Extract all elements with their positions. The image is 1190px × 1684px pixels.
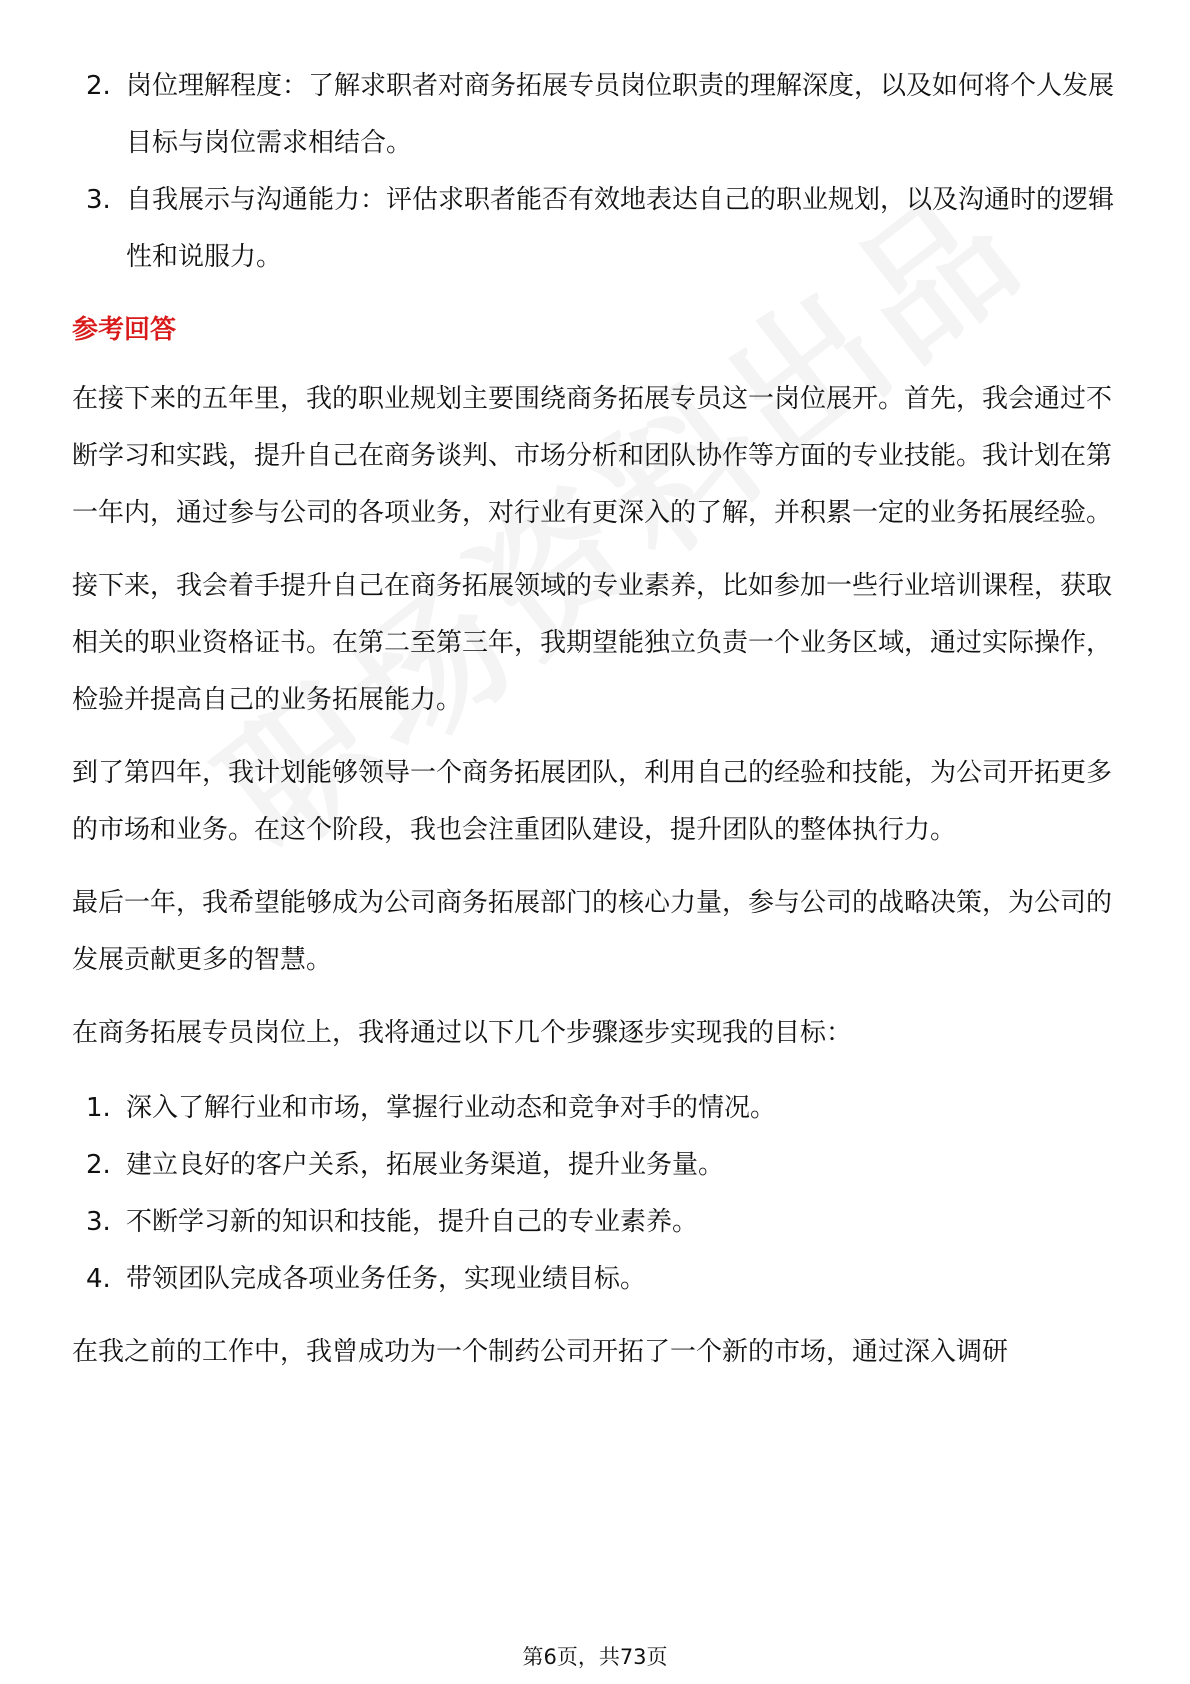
list-item	[72, 1251, 1118, 1308]
list-item-text: 不断学习新的知识和技能，提升自己的专业素养。	[126, 1207, 699, 1237]
paragraph: 在我之前的工作中，我曾成功为一个制药公司开拓了一个新的市场，通过深入调研	[72, 1337, 1009, 1367]
criteria-list	[72, 58, 1118, 286]
section-heading: 参考回答	[72, 315, 177, 345]
page-footer: 第6页，共73页	[522, 1645, 668, 1669]
list-item	[72, 1137, 1118, 1194]
paragraph: 在商务拓展专员岗位上，我将通过以下几个步骤逐步实现我的目标：	[72, 1018, 853, 1048]
list-item-number: 4.	[86, 1264, 111, 1294]
list-item-number: 2.	[86, 1150, 111, 1180]
list-item-text: 岗位理解程度：了解求职者对商务拓展专员岗位职责的理解深度，以及如何将个人发展目标与岗位需求相结合。	[126, 71, 1115, 158]
paragraph: 最后一年，我希望能够成为公司商务拓展部门的核心力量，参与公司的战略决策，为公司的发展贡献更多的智慧。	[72, 888, 1113, 975]
list-item	[72, 58, 1118, 172]
paragraph: 接下来，我会着手提升自己在商务拓展领域的专业素养，比如参加一些行业培训课程，获取相关的职业资格证书。在第二至第三年，我期望能独立负责一个业务区域，通过实际操作，检验并提高自己的业务拓展能力。	[72, 571, 1113, 715]
list-item-text: 带领团队完成各项业务任务，实现业绩目标。	[126, 1264, 647, 1294]
steps-list	[72, 1080, 1118, 1308]
page-content	[72, 58, 1118, 1381]
list-item-number: 3.	[86, 185, 111, 215]
list-item-number: 3.	[86, 1207, 111, 1237]
list-item-number: 1.	[86, 1093, 111, 1123]
list-item-text: 深入了解行业和市场，掌握行业动态和竞争对手的情况。	[126, 1093, 777, 1123]
list-item	[72, 1080, 1118, 1137]
paragraph: 在接下来的五年里，我的职业规划主要围绕商务拓展专员这一岗位展开。首先，我会通过不断学习和实践，提升自己在商务谈判、市场分析和团队协作等方面的专业技能。我计划在第一年内，通过参与公司的各项业务，对行业有更深入的了解，并积累一定的业务拓展经验。	[72, 384, 1113, 528]
list-item	[72, 1194, 1118, 1251]
paragraph: 到了第四年，我计划能够领导一个商务拓展团队，利用自己的经验和技能，为公司开拓更多的市场和业务。在这个阶段，我也会注重团队建设，提升团队的整体执行力。	[72, 758, 1113, 845]
list-item	[72, 172, 1118, 286]
list-item-text: 自我展示与沟通能力：评估求职者能否有效地表达自己的职业规划，以及沟通时的逻辑性和说服力。	[126, 185, 1115, 272]
list-item-text: 建立良好的客户关系，拓展业务渠道，提升业务量。	[126, 1150, 725, 1180]
list-item-number: 2.	[86, 71, 111, 101]
